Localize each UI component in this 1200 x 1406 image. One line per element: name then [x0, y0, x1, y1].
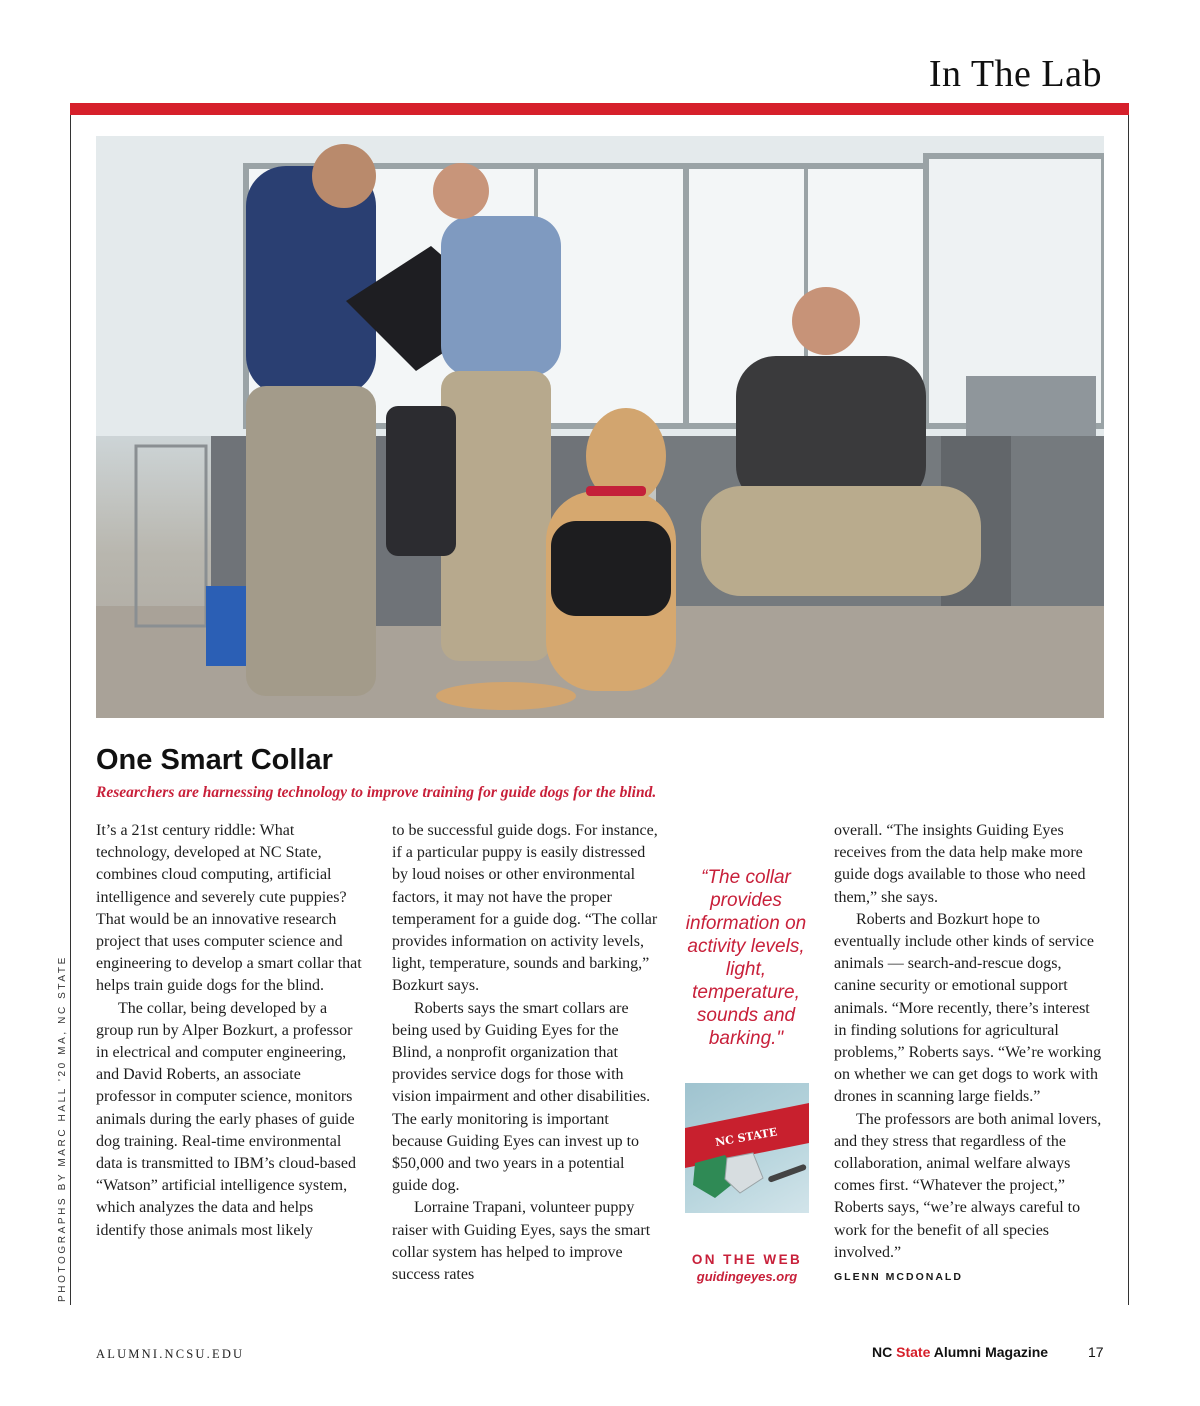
paragraph: to be successful guide dogs. For instance, if a particular puppy is easily distressed by loud noises or other environmental factors, it may not have the proper temperament for a guide dog. “The collar provides information on activity levels, light, temperature, sounds and barking,” Bozkurt says. — [392, 822, 658, 995]
page-number: 17 — [1088, 1344, 1104, 1360]
paragraph: Lorraine Trapani, volunteer puppy raiser with Guiding Eyes, says the smart collar system has helped to improve success rates — [392, 1199, 651, 1284]
magazine-state: State — [896, 1344, 931, 1360]
section-title: In The Lab — [928, 53, 1102, 95]
byline: GLENN MCDONALD — [834, 1271, 963, 1284]
article-headline: One Smart Collar — [96, 744, 333, 776]
paragraph: Roberts says the smart collars are being used by Guiding Eyes for the Blind, a nonprofit organization that provides service dogs for those with vision impairment and other disabilities. The early monitoring is important because Guiding Eyes can invest up to $50,000 and two years in a potential guide dog. — [392, 999, 651, 1195]
footer-magazine-name — [872, 1344, 1048, 1360]
paragraph: The professors are both animal lovers, and they stress that regardless of the collaboration, animal welfare always comes first. “Whatever the project,” Roberts says, “we’re always careful to work for the benefit of all species involved.” — [834, 1110, 1102, 1261]
footer-website-link[interactable]: ALUMNI.NCSU.EDU — [96, 1347, 245, 1361]
magazine-nc: NC — [872, 1344, 893, 1360]
paragraph: overall. “The insights Guiding Eyes receives from the data help make more guide dogs available to those who need them,” she says. — [834, 822, 1086, 906]
paragraph: The collar, being developed by a group run by Alper Bozkurt, a professor in electrical and computer engineering, and David Roberts, an associate professor in computer science, monitors animals during the early phases of guide dog training. Real-time environmental data is transmitted to IBM’s cloud-based “Watson” artificial intelligence system, which analyzes the data and helps identify those animals most likely — [96, 999, 356, 1239]
collar-illustration — [685, 1083, 809, 1213]
body-column-2 — [392, 820, 662, 1286]
lab-photo — [96, 136, 1104, 718]
paragraph: It’s a 21st century riddle: What technology, developed at NC State, combines cloud computing, artificial intelligence and severely cute puppies? That would be an innovative research project that uses computer science and engineering to develop a smart collar that helps train guide dogs for the blind. — [96, 822, 362, 995]
on-the-web-label: ON THE WEB — [691, 1252, 803, 1267]
body-column-4 — [834, 820, 1106, 1288]
photo-credit: PHOTOGRAPHS BY MARC HALL '20 MA, NC STATE — [57, 955, 68, 1302]
paragraph: Roberts and Bozkurt hope to eventually include other kinds of service animals — search-and-rescue dogs, canine security or emotional support animals. “More recently, there’s interest in finding solutions for agricultural problems,” Roberts says. “We’re working on whether we can get dogs to work with drones in scanning large fields.” — [834, 910, 1102, 1106]
red-rule — [70, 103, 1129, 115]
article-dek: Researchers are harnessing technology to improve training for guide dogs for the blind. — [96, 784, 657, 801]
web-url-link[interactable]: guidingeyes.org — [696, 1269, 798, 1284]
frame-right-rule — [1128, 115, 1129, 1305]
magazine-rest: Alumni Magazine — [933, 1344, 1049, 1360]
collar-label: NC STATE — [714, 1125, 779, 1150]
pull-quote: “The collar provides information on activity levels, light, temperature, sounds and barking." — [685, 867, 807, 1049]
collar-photo — [685, 1083, 809, 1213]
body-column-1 — [96, 820, 364, 1242]
lab-photo-illustration — [96, 136, 1104, 718]
frame-left-rule — [70, 115, 71, 1305]
